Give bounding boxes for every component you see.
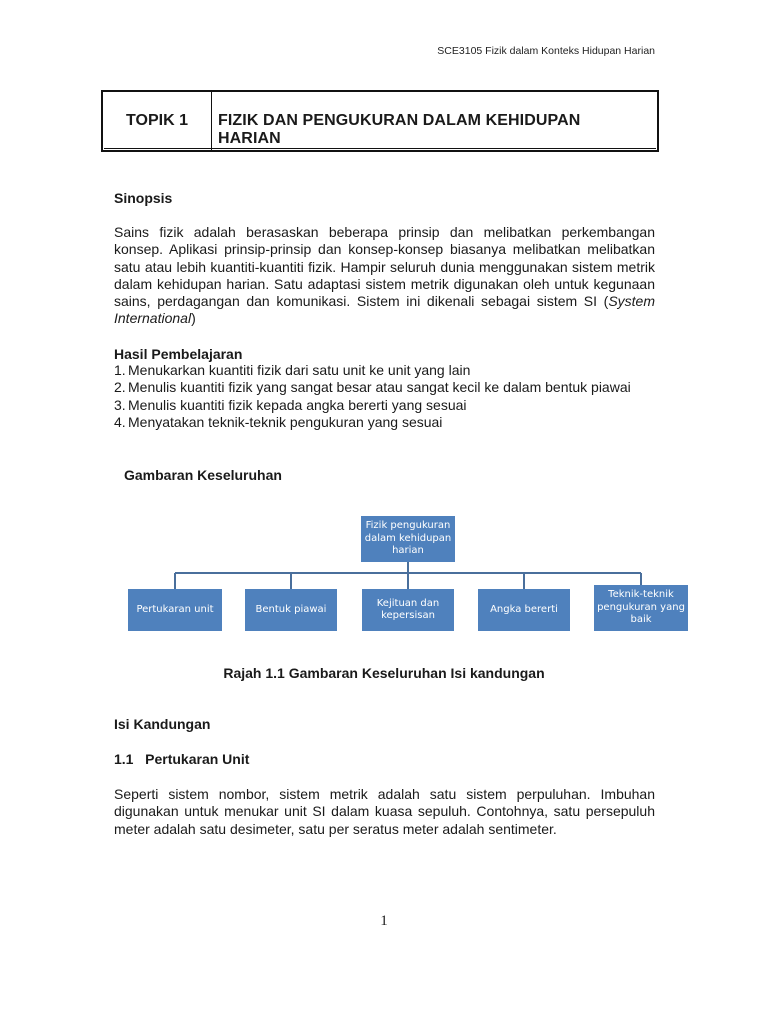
- list-item-number: 3.: [114, 396, 126, 413]
- list-item-number: 1.: [114, 362, 126, 378]
- figure-caption: Rajah 1.1 Gambaran Keseluruhan Isi kandungan: [223, 665, 545, 681]
- diagram-root-box: Fizik pengukuran dalam kehidupan harian: [361, 516, 455, 562]
- list-item-number: 4.: [114, 413, 126, 430]
- topic-title: [212, 92, 657, 150]
- synopsis-text-end: ): [191, 310, 196, 327]
- synopsis-paragraph: [114, 224, 655, 328]
- topic-number: TOPIK 1: [103, 92, 212, 150]
- learning-outcomes-heading: Hasil Pembelajaran: [114, 346, 243, 362]
- overview-heading: Gambaran Keseluruhan: [124, 467, 282, 483]
- topic-title-line-2: HARIAN: [218, 130, 281, 147]
- list-item-text: Menyatakan teknik-teknik pengukuran yang sesuai: [128, 413, 443, 430]
- topic-title-line-1: FIZIK DAN PENGUKURAN DALAM KEHIDUPAN: [218, 112, 581, 129]
- topic-title-box: [101, 90, 659, 152]
- list-item: [114, 414, 659, 431]
- list-item: [114, 362, 659, 379]
- list-item-text: Menukarkan kuantiti fizik dari satu unit ke unit yang lain: [128, 362, 471, 378]
- page-number: 1: [380, 913, 388, 929]
- running-header: SCE3105 Fizik dalam Konteks Hidupan Harian: [437, 45, 655, 57]
- list-item: [114, 397, 659, 414]
- list-item-number: 2.: [114, 379, 126, 396]
- diagram-node-accuracy-precision: Kejituan dan kepersisan: [362, 589, 454, 631]
- list-item: [114, 379, 659, 396]
- diagram-node-standard-form: Bentuk piawai: [245, 589, 337, 631]
- synopsis-italic-term: System International: [114, 293, 655, 327]
- diagram-node-unit-conversion: Pertukaran unit: [128, 589, 222, 631]
- diagram-node-measurement-techniques: Teknik-teknik pengukuran yang baik: [594, 585, 688, 631]
- list-item-text: Menulis kuantiti fizik yang sangat besar atau sangat kecil ke dalam bentuk piawai: [128, 379, 631, 396]
- contents-heading: Isi Kandungan: [114, 716, 211, 732]
- overview-diagram: [126, 513, 690, 633]
- section-heading: 1.1 Pertukaran Unit: [114, 751, 250, 767]
- synopsis-heading: Sinopsis: [114, 190, 173, 206]
- synopsis-text: Sains fizik adalah berasaskan beberapa prinsip dan melibatkan perkembangan konsep. Aplikasi prinsip-prinsip dan konsep-konsep biasanya melibatkan melibatkan satu atau lebih kuantiti-kuantiti fizik. Hampir seluruh dunia menggunakan sistem metrik dalam kehidupan harian. Satu adaptasi sistem metrik digunakan oleh untuk kegunaan sains, perdagangan dan komunikasi. Sistem ini dikenali sebagai sistem SI (: [114, 224, 655, 310]
- list-item-text: Menulis kuantiti fizik kepada angka bererti yang sesuai: [128, 396, 467, 413]
- section-paragraph: Seperti sistem nombor, sistem metrik adalah satu sistem perpuluhan. Imbuhan digunakan untuk menukar unit SI dalam kuasa sepuluh. Contohnya, satu persepuluh meter adalah satu desimeter, satu per seratus meter adalah sentimeter.: [114, 786, 655, 837]
- learning-outcomes-list: [114, 362, 659, 431]
- diagram-node-significant-figures: Angka bererti: [478, 589, 570, 631]
